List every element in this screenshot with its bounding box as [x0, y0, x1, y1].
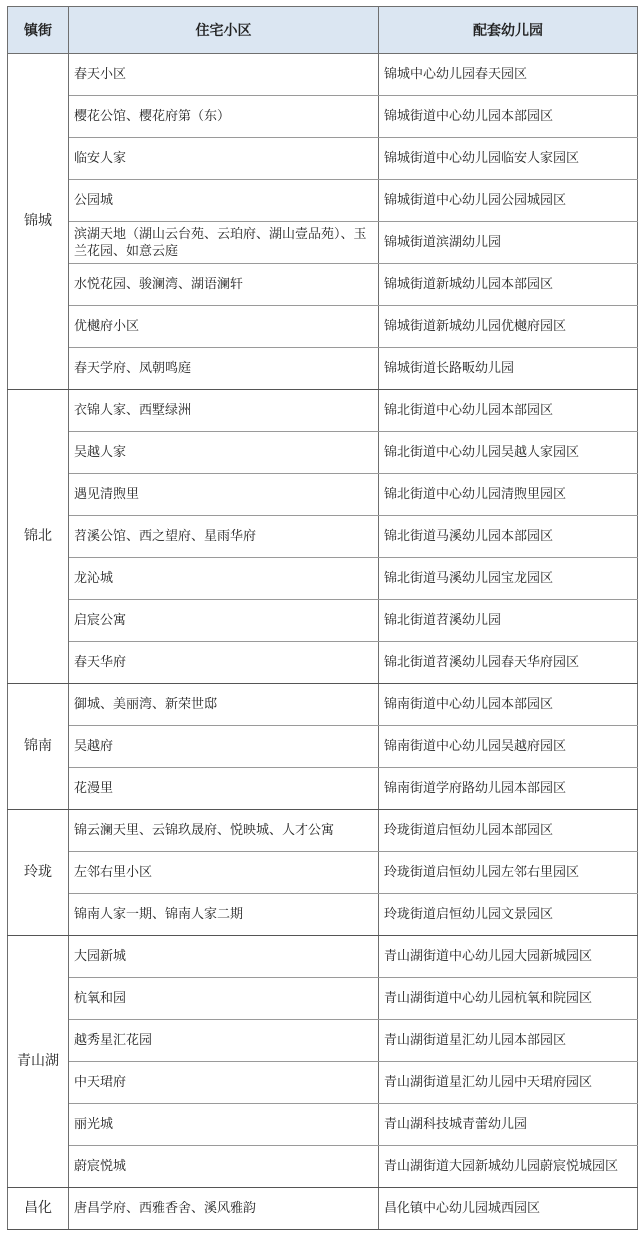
table-row — [8, 474, 638, 516]
kindergarten-cell: 青山湖街道中心幼儿园杭氧和院园区 — [379, 978, 638, 1020]
table-row — [8, 894, 638, 936]
kindergarten-cell: 昌化镇中心幼儿园城西园区 — [379, 1188, 638, 1230]
table-row — [8, 726, 638, 768]
community-cell: 苕溪公馆、西之望府、星雨华府 — [69, 516, 379, 558]
kindergarten-cell: 锦北街道中心幼儿园吴越人家园区 — [379, 432, 638, 474]
table-row — [8, 684, 638, 726]
table-row — [8, 642, 638, 684]
kindergarten-cell: 青山湖街道大园新城幼儿园蔚宸悦城园区 — [379, 1146, 638, 1188]
community-cell: 滨湖天地（湖山云台苑、云珀府、湖山壹品苑）、玉兰花园、如意云庭 — [69, 222, 379, 264]
town-cell: 锦城 — [8, 54, 69, 390]
kindergarten-cell: 锦南街道中心幼儿园吴越府园区 — [379, 726, 638, 768]
kindergarten-cell: 锦南街道学府路幼儿园本部园区 — [379, 768, 638, 810]
community-cell: 衣锦人家、西墅绿洲 — [69, 390, 379, 432]
community-cell: 水悦花园、骏澜湾、湖语澜轩 — [69, 264, 379, 306]
kindergarten-cell: 锦城中心幼儿园春天园区 — [379, 54, 638, 96]
community-cell: 锦南人家一期、锦南人家二期 — [69, 894, 379, 936]
community-cell: 中天珺府 — [69, 1062, 379, 1104]
community-cell: 蔚宸悦城 — [69, 1146, 379, 1188]
community-cell: 遇见清煦里 — [69, 474, 379, 516]
table-row — [8, 432, 638, 474]
table-row — [8, 558, 638, 600]
town-cell: 锦北 — [8, 390, 69, 684]
kindergarten-cell: 青山湖街道星汇幼儿园本部园区 — [379, 1020, 638, 1062]
community-cell: 春天小区 — [69, 54, 379, 96]
kindergarten-cell: 锦城街道滨湖幼儿园 — [379, 222, 638, 264]
town-cell: 青山湖 — [8, 936, 69, 1188]
header-community: 住宅小区 — [69, 7, 379, 54]
community-cell: 吴越人家 — [69, 432, 379, 474]
header-row — [8, 7, 638, 54]
community-cell: 启宸公寓 — [69, 600, 379, 642]
table-row — [8, 516, 638, 558]
kindergarten-cell: 锦南街道中心幼儿园本部园区 — [379, 684, 638, 726]
table-row — [8, 306, 638, 348]
kindergarten-cell: 锦北街道苕溪幼儿园春天华府园区 — [379, 642, 638, 684]
kindergarten-cell: 玲珑街道启恒幼儿园本部园区 — [379, 810, 638, 852]
kindergarten-cell: 青山湖街道中心幼儿园大园新城园区 — [379, 936, 638, 978]
table-row — [8, 852, 638, 894]
community-cell: 御城、美丽湾、新荣世邸 — [69, 684, 379, 726]
community-cell: 花漫里 — [69, 768, 379, 810]
table-body — [8, 54, 638, 1230]
kindergarten-cell: 锦城街道中心幼儿园临安人家园区 — [379, 138, 638, 180]
table-row — [8, 936, 638, 978]
community-cell: 大园新城 — [69, 936, 379, 978]
table-row — [8, 978, 638, 1020]
table-row — [8, 180, 638, 222]
community-cell: 春天学府、凤朝鸣庭 — [69, 348, 379, 390]
kindergarten-allocation-table — [7, 6, 638, 1230]
community-cell: 越秀星汇花园 — [69, 1020, 379, 1062]
table-row — [8, 768, 638, 810]
kindergarten-cell: 锦城街道中心幼儿园本部园区 — [379, 96, 638, 138]
kindergarten-cell: 玲珑街道启恒幼儿园文景园区 — [379, 894, 638, 936]
town-cell: 玲珑 — [8, 810, 69, 936]
community-cell: 龙沁城 — [69, 558, 379, 600]
community-cell: 春天华府 — [69, 642, 379, 684]
community-cell: 锦云澜天里、云锦玖晟府、悦映城、人才公寓 — [69, 810, 379, 852]
header-town: 镇街 — [8, 7, 69, 54]
table-row — [8, 138, 638, 180]
kindergarten-cell: 锦北街道中心幼儿园清煦里园区 — [379, 474, 638, 516]
town-cell: 锦南 — [8, 684, 69, 810]
kindergarten-cell: 青山湖街道星汇幼儿园中天珺府园区 — [379, 1062, 638, 1104]
table-row — [8, 96, 638, 138]
table-row — [8, 600, 638, 642]
table-row — [8, 810, 638, 852]
community-cell: 丽光城 — [69, 1104, 379, 1146]
table-row — [8, 390, 638, 432]
table-row — [8, 1146, 638, 1188]
table-row — [8, 1020, 638, 1062]
table-row — [8, 264, 638, 306]
community-cell: 临安人家 — [69, 138, 379, 180]
kindergarten-cell: 锦城街道新城幼儿园优樾府园区 — [379, 306, 638, 348]
kindergarten-cell: 锦北街道马溪幼儿园宝龙园区 — [379, 558, 638, 600]
community-cell: 吴越府 — [69, 726, 379, 768]
table-row — [8, 348, 638, 390]
community-cell: 樱花公馆、樱花府第（东） — [69, 96, 379, 138]
community-cell: 公园城 — [69, 180, 379, 222]
header-kindergarten: 配套幼儿园 — [379, 7, 638, 54]
table-row — [8, 54, 638, 96]
community-cell: 唐昌学府、西雅香舍、溪风雅韵 — [69, 1188, 379, 1230]
kindergarten-cell: 锦北街道苕溪幼儿园 — [379, 600, 638, 642]
community-cell: 优樾府小区 — [69, 306, 379, 348]
kindergarten-cell: 锦城街道中心幼儿园公园城园区 — [379, 180, 638, 222]
kindergarten-cell: 锦城街道新城幼儿园本部园区 — [379, 264, 638, 306]
table-row — [8, 1104, 638, 1146]
kindergarten-cell: 锦北街道中心幼儿园本部园区 — [379, 390, 638, 432]
town-cell: 昌化 — [8, 1188, 69, 1230]
kindergarten-cell: 锦城街道长路畈幼儿园 — [379, 348, 638, 390]
community-cell: 杭氧和园 — [69, 978, 379, 1020]
table-row — [8, 222, 638, 264]
kindergarten-cell: 青山湖科技城青蕾幼儿园 — [379, 1104, 638, 1146]
kindergarten-cell: 锦北街道马溪幼儿园本部园区 — [379, 516, 638, 558]
table-row — [8, 1062, 638, 1104]
kindergarten-cell: 玲珑街道启恒幼儿园左邻右里园区 — [379, 852, 638, 894]
table-row — [8, 1188, 638, 1230]
community-cell: 左邻右里小区 — [69, 852, 379, 894]
